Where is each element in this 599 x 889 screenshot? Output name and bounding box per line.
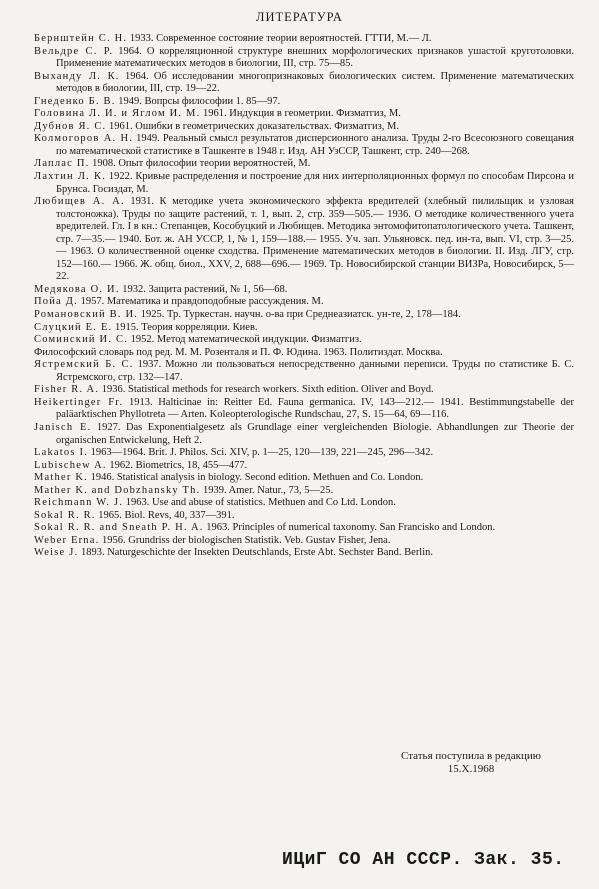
reference-author: Janisch E. [34,421,92,433]
reference-author: Вельдре С. Р. [34,45,114,57]
reference-entry [34,460,574,473]
reference-entry [34,384,574,397]
reference-author: Бернштейн С. Н. [34,33,128,44]
reference-entry [34,96,574,109]
received-note-date: 15.X.1968 [447,763,495,775]
reference-author: Heikertinger Fr. [34,396,124,408]
reference-list [34,33,574,560]
reference-text: 1963—1964. Brit. J. Philos. Sci. XIV, p. 1—25, 120—139, 221—245, 296—342. [88,447,434,459]
reference-author: Головина Л. И. и Яглом И. М. [34,108,201,120]
reference-text: 1961. Индукция в геометрии. Физматгиз, М. [200,108,401,120]
reference-author: Sokal R. R. and Sneath P. H. A. [34,522,204,534]
reference-entry [34,472,574,485]
reference-entry [34,71,574,96]
reference-entry [34,296,574,309]
reference-author: Слуцкий Е. Е. [34,321,113,333]
reference-author: Weise J. [34,547,79,559]
reference-entry [34,347,574,360]
reference-text: 1925. Тр. Туркестан. научн. о-ва при Среднеазиатск. ун-те, 2, 178—184. [138,309,461,321]
page-title: ЛИТЕРАТУРА [256,10,343,24]
reference-text: 1964. Об исследовании многопризнаковых биологических систем. Применение математических методов в биологии, III, стр. 19—22. [56,70,574,95]
reference-entry [34,133,574,158]
reference-author: Гнеденко Б. В. [34,95,116,107]
reference-author: Fisher R. A. [34,384,100,396]
reference-author: Дубнов Я. С. [34,120,107,132]
reference-text: 1932. Защита растений, № 1, 56—68. [119,283,288,295]
reference-text: 1939. Amer. Natur., 73, 5—25. [200,484,334,496]
reference-entry [34,535,574,548]
reference-text: 1913. Halticinae in: Reitter Ed. Fauna germanica. IV, 143—212.— 1941. Bestimmungstabelle der paläarktischen Phyllotreta — Arten. Koleopterologische Rundschau, 27, S. 15—64, 69—116. [56,396,575,421]
reference-text: 1961. Ошибки в геометрических доказательствах. Физматгиз, М. [106,120,400,132]
printer-imprint: ИЦиГ СО АН СССР. Зак. 35. [282,850,565,870]
reference-entry [34,359,574,384]
reference-author: Лаплас П. [34,158,90,170]
reference-author: Ястремский Б. С. [34,359,134,371]
reference-entry [34,422,574,447]
reference-entry [34,485,574,498]
reference-author: Пойа Д. [34,296,78,308]
reference-entry [34,196,574,284]
reference-entry [34,397,574,422]
received-note [366,750,576,776]
reference-author: Mather K. and Dobzhansky Th. [34,484,201,496]
reference-entry [34,158,574,171]
reference-entry [34,108,574,121]
reference-text: 1965. Biol. Revs, 40, 337—391. [95,509,235,521]
reference-text: 1957. Математика и правдоподобные рассуждения. М. [77,296,324,308]
reference-entry [34,547,574,560]
reference-entry [34,46,574,71]
reference-text: 1893. Naturgeschichte der Insekten Deutschlands, Erste Abt. Sechster Band. Berlin. [78,547,434,559]
reference-text: 1952. Метод математической индукции. Физматгиз. [128,334,362,346]
reference-entry [34,171,574,196]
reference-entry [34,334,574,347]
reference-entry [34,309,574,322]
reference-text: 1963. Principles of numerical taxonomy. San Francisko and London. [203,522,496,534]
reference-text: Философский словарь под ред. М. М. Розенталя и П. Ф. Юдина. 1963. Политиздат. Москва. [34,346,443,358]
reference-text: 1931. К методике учета экономического эффекта вредителей (хлебный пилильщик и узловая толстоножка). Труды по защите растений, т. 1, вып. 2, стр. 359—505.— 1936. О методике количественного учета вредителей. Гл. I в кн.: Степанцев, Кособуцкий и Любищев. Методика энтомофитопатологического учета. Ташкент, стр. 7—35.— 1940. Бот. ж. АН УССР, 1, № 1, 159—188.— 1955. Уч. зап. Ульяновск. пед. ин-та, вып. VI, стр. 3—25.— 1963. О количественной оценке сходства. Применение математических методов в биологии. II. Изд. ЛГУ, стр. 152—160.— 1966. Ж. общ. биол., XXV, 2, 688—696.— 1969. Тр. Новосибирской станции ВИЗРа, Новосибирск, 5—22. [56,196,574,283]
reference-author: Соминский И. С. [34,334,129,346]
reference-author: Reichmann W. J. [34,497,124,509]
received-note-text: Статья поступила в редакцию [401,750,541,762]
reference-author: Лахтин Л. К. [34,171,107,183]
reference-author: Lubischew A. [34,459,107,471]
reference-entry [34,510,574,523]
reference-text: 1956. Grundriss der biologischen Statistik. Veb. Gustav Fisher, Jena. [99,534,391,546]
reference-entry [34,33,574,46]
reference-text: 1937. Можно ли пользоваться непосредственно данными переписи. Труды по статистике Б. С. Ястремского, стр. 132—147. [56,359,574,383]
reference-author: Любищев А. А. [34,196,125,208]
reference-author: Lakatos I. [34,447,88,459]
reference-author: Романовский В. И. [34,309,139,321]
reference-author: Выханду Л. К. [34,70,120,82]
reference-text: 1963. Use and abuse of statistics. Methuen and Co Ltd. London. [123,497,396,509]
reference-text: 1927. Das Exponentialgesetz als Grundlage einer vergleichenden Biologie. Abhandlungen zur Theorie der organischen Entwickelung, Heft 2. [56,421,574,446]
reference-text: 1964. О корреляционной структуре внешних морфологических признаков ушастой круготоловки. Применение математических методов в биологии, III, стр. 75—85. [56,45,574,70]
reference-entry [34,522,574,535]
reference-text: 1933. Современное состояние теории вероятностей. ГТТИ, М.— Л. [127,33,432,44]
reference-text: 1949. Реальный смысл результатов дисперсионного анализа. Труды 2-го Всесоюзного совещания по математической статистике в Ташкенте в 1948 г. Изд. АН УзССР, Ташкент, стр. 240—268. [56,133,574,157]
reference-entry [34,284,574,297]
reference-entry [34,121,574,134]
reference-text: 1946. Statistical analysis in biology. Second edition. Methuen and Co. London. [87,472,424,484]
reference-entry [34,447,574,460]
reference-author: Sokal R. R. [34,509,96,521]
reference-entry [34,497,574,510]
reference-text: 1915. Теория корреляции. Киев. [112,321,258,333]
reference-text: 1922. Кривые распределения и построение для них интерполяционных формул по способам Пирсона и Брунса. Госиздат, М. [56,171,574,195]
reference-author: Weber Erna. [34,534,100,546]
reference-text: 1936. Statistical methods for research workers. Sixth edition. Oliver and Boyd. [99,384,434,396]
reference-text: 1962. Biometrics, 18, 455—477. [106,459,248,471]
reference-text: 1908. Опыт философии теории вероятностей, М. [89,158,311,170]
reference-author: Mather K. [34,472,88,484]
reference-author: Медякова О. И. [34,283,120,295]
reference-entry [34,322,574,335]
reference-text: 1949. Вопрсы философии 1. 85—97. [115,95,281,107]
reference-author: Колмогоров А. Н. [34,133,134,145]
